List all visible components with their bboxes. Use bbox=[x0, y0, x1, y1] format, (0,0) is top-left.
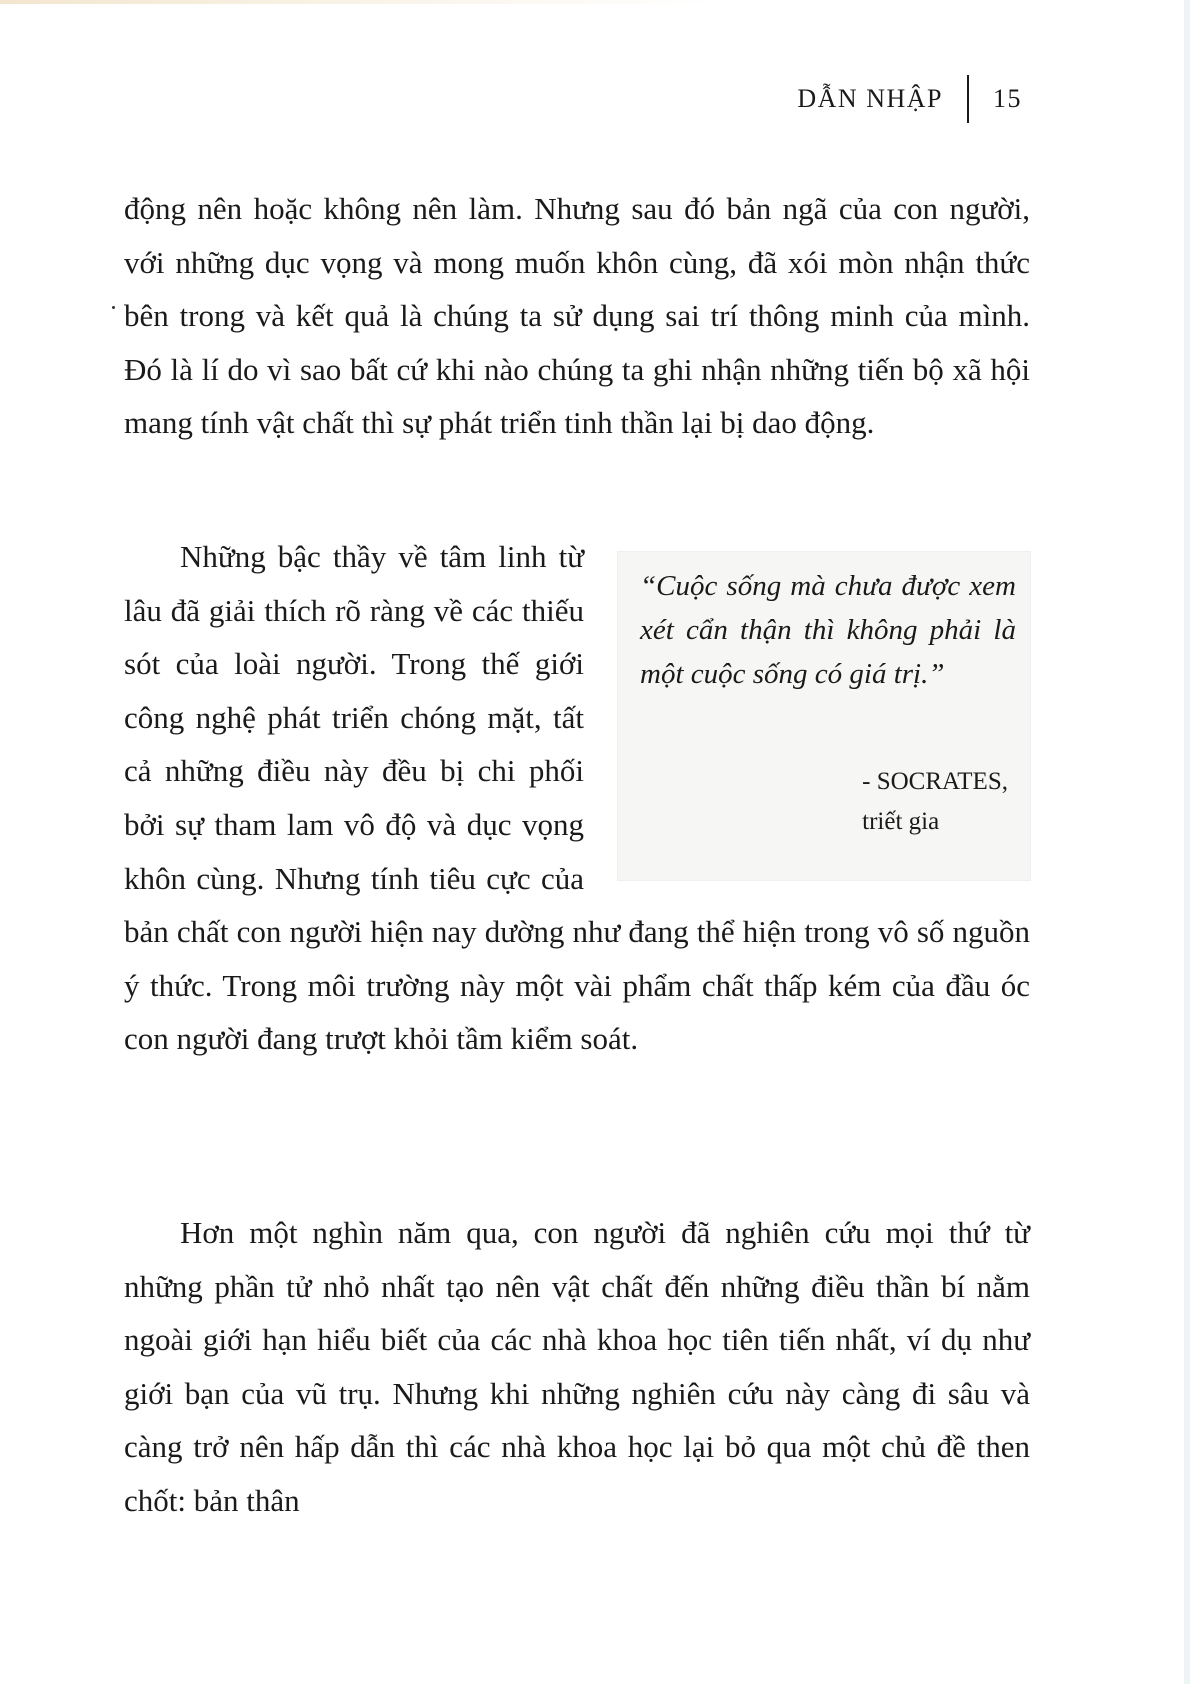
quote-author: - SOCRATES, bbox=[862, 768, 1008, 795]
stray-mark bbox=[112, 306, 115, 309]
header-divider bbox=[967, 75, 969, 123]
paragraph-2-block bbox=[124, 530, 1030, 1066]
paragraph-1: động nên hoặc không nên làm. Nhưng sau đó bản ngã của con người, với những dục vọng và mong muốn khôn cùng, đã xói mòn nhận thức bên trong và kết quả là chúng ta sử dụng sai trí thông minh của mình. Đó là lí do vì sao bất cứ khi nào chúng ta ghi nhận những tiến bộ xã hội mang tính vật chất thì sự phát triển tinh thần lại bị dao động. bbox=[124, 191, 1030, 441]
paragraph-3: Hơn một nghìn năm qua, con người đã nghiên cứu mọi thứ từ những phần tử nhỏ nhất tạo nên vật chất đến những điều thần bí nằm ngoài giới hạn hiểu biết của các nhà khoa học tiên tiến nhất, ví dụ như giới bạn của vũ trụ. Nhưng khi những nghiên cứu này càng đi sâu và càng trở nên hấp dẫn thì các nhà khoa học lại bỏ qua một chủ đề then chốt: bản thân bbox=[124, 1215, 1030, 1518]
running-header bbox=[797, 74, 1022, 124]
paragraph-2: Những bậc thầy về tâm linh từ lâu đã giải thích rõ ràng về các thiếu sót của loài người. Trong thế giới công nghệ phát triển chóng mặt, tất cả những điều này đều bị chi phối bởi sự tham lam vô độ và dục vọng khôn cùng. Nhưng tính tiêu cực của bản chất con người hiện nay dường như đang thể hiện trong vô số nguồn ý thức. Trong môi trường này một vài phẩm chất thấp kém của đầu óc con người đang trượt khỏi tầm kiểm soát. bbox=[124, 539, 1030, 1057]
section-title: DẪN NHẬP bbox=[797, 84, 943, 113]
pull-quote-box bbox=[618, 552, 1030, 880]
page-edge-top bbox=[0, 0, 1190, 4]
quote-author-role: triết gia bbox=[862, 808, 940, 835]
pull-quote-text: “Cuộc sống mà chưa được xem xét cẩn thận thì không phải là một cuộc sống có giá trị.” bbox=[640, 570, 1016, 690]
pull-quote-attribution bbox=[862, 762, 1008, 842]
page-number: 15 bbox=[993, 84, 1022, 113]
page-edge-right bbox=[1184, 0, 1190, 1684]
